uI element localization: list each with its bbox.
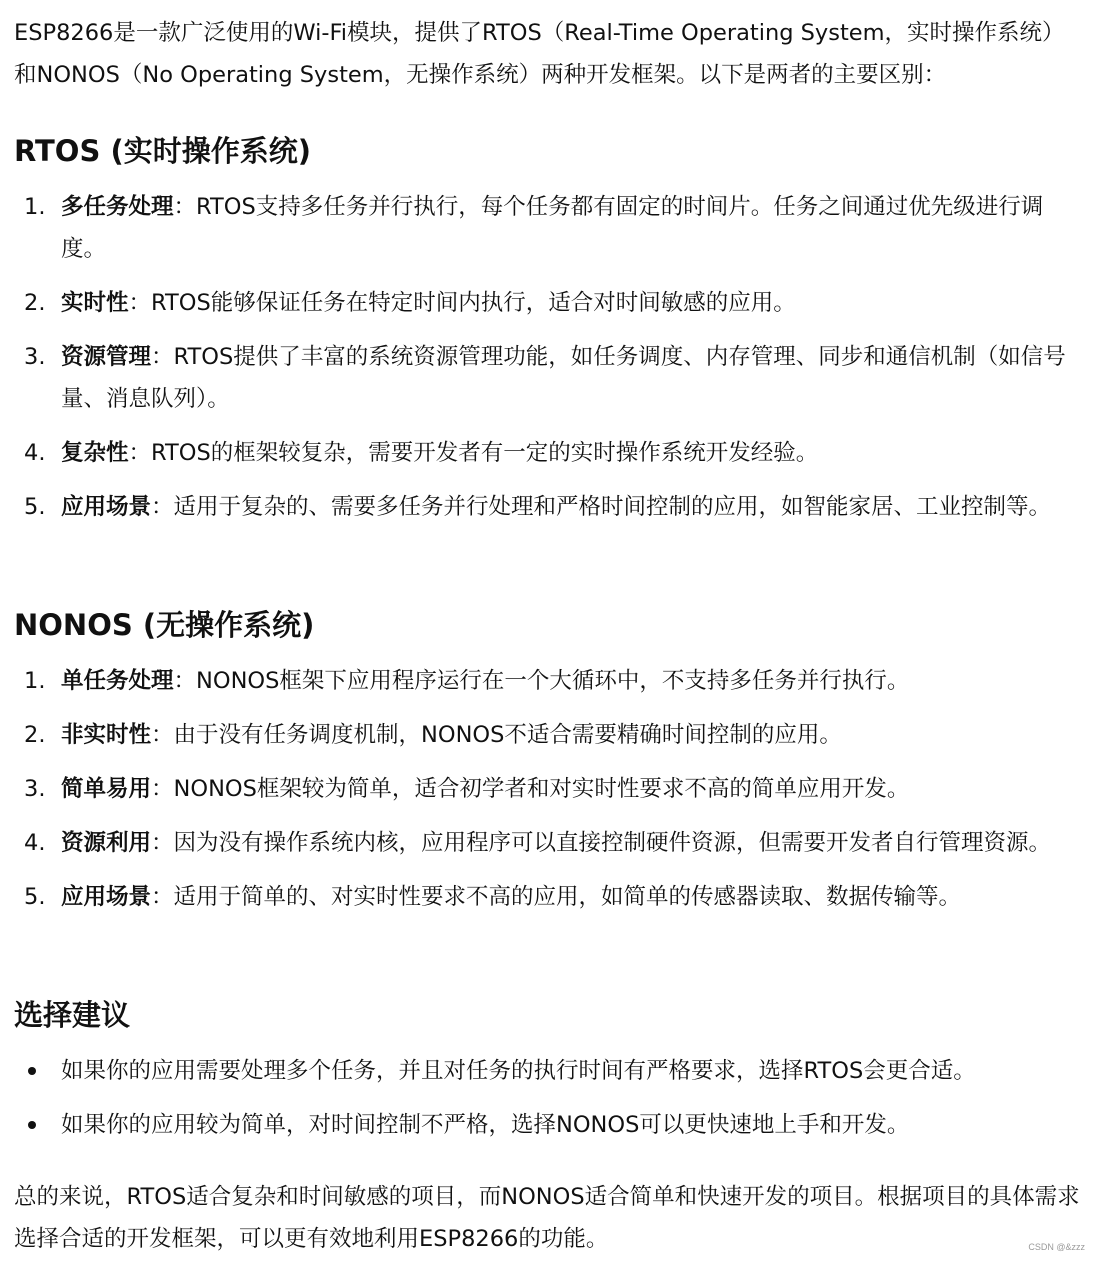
item-term: 实时性	[61, 290, 129, 316]
item-term: 应用场景	[61, 494, 152, 520]
list-item: 1. 单任务处理：NONOS框架下应用程序运行在一个大循环中，不支持多任务并行执行。	[0, 660, 1099, 702]
item-number: 5.	[24, 494, 46, 520]
item-number: 3.	[24, 344, 46, 370]
list-item: 2. 实时性：RTOS能够保证任务在特定时间内执行，适合对时间敏感的应用。	[0, 282, 1099, 324]
bullet-icon	[28, 1067, 36, 1075]
item-description: 适用于简单的、对实时性要求不高的应用，如简单的传感器读取、数据传输等。	[173, 884, 962, 910]
item-term: 多任务处理	[61, 194, 174, 220]
watermark: CSDN @&zzz	[1028, 1242, 1085, 1252]
advice-heading: 选择建议	[14, 998, 131, 1032]
nonos-list	[0, 660, 1099, 930]
intro-paragraph: ESP8266是一款广泛使用的Wi-Fi模块，提供了RTOS（Real-Time Operating System，实时操作系统）和NONOS（No Operating System，无操作系统）两种开发框架。以下是两者的主要区别：	[14, 20, 1065, 88]
item-number: 4.	[24, 830, 46, 856]
advice-list	[0, 1050, 1099, 1158]
item-description: RTOS提供了丰富的系统资源管理功能，如任务调度、内存管理、同步和通信机制（如信号量、消息队列）。	[61, 344, 1066, 412]
item-term: 复杂性	[61, 440, 129, 466]
list-item	[0, 1104, 1099, 1146]
item-description: 如果你的应用较为简单，对时间控制不严格，选择NONOS可以更快速地上手和开发。	[61, 1112, 910, 1138]
item-term: 应用场景	[61, 884, 152, 910]
item-description: 因为没有操作系统内核，应用程序可以直接控制硬件资源，但需要开发者自行管理资源。	[173, 830, 1052, 856]
conclusion-paragraph: 总的来说，RTOS适合复杂和时间敏感的项目，而NONOS适合简单和快速开发的项目。根据项目的具体需求选择合适的开发框架，可以更有效地利用ESP8266的功能。	[14, 1184, 1080, 1252]
item-description: RTOS支持多任务并行执行，每个任务都有固定的时间片。任务之间通过优先级进行调度。	[61, 194, 1044, 262]
list-item: 4. 资源利用：因为没有操作系统内核，应用程序可以直接控制硬件资源，但需要开发者自行管理资源。	[0, 822, 1099, 864]
item-number: 2.	[24, 290, 46, 316]
item-number: 5.	[24, 884, 46, 910]
rtos-heading: RTOS (实时操作系统)	[14, 134, 311, 168]
rtos-list	[0, 186, 1099, 540]
list-item: 4. 复杂性：RTOS的框架较复杂，需要开发者有一定的实时操作系统开发经验。	[0, 432, 1099, 474]
bullet-icon	[28, 1121, 36, 1129]
item-number: 1.	[24, 668, 46, 694]
item-description: 适用于复杂的、需要多任务并行处理和严格时间控制的应用，如智能家居、工业控制等。	[173, 494, 1052, 520]
item-term: 资源利用	[61, 830, 152, 856]
list-item: 5. 应用场景：适用于简单的、对实时性要求不高的应用，如简单的传感器读取、数据传输等。	[0, 876, 1099, 918]
item-term: 单任务处理	[61, 668, 174, 694]
list-item: 3. 简单易用：NONOS框架较为简单，适合初学者和对实时性要求不高的简单应用开发。	[0, 768, 1099, 810]
item-term: 资源管理	[61, 344, 152, 370]
item-number: 3.	[24, 776, 46, 802]
item-description: 如果你的应用需要处理多个任务，并且对任务的执行时间有严格要求，选择RTOS会更合适。	[61, 1058, 976, 1084]
list-item: 1. 多任务处理：RTOS支持多任务并行执行，每个任务都有固定的时间片。任务之间通过优先级进行调度。	[0, 186, 1099, 270]
item-description: NONOS框架下应用程序运行在一个大循环中，不支持多任务并行执行。	[196, 668, 910, 694]
item-description: RTOS的框架较复杂，需要开发者有一定的实时操作系统开发经验。	[151, 440, 819, 466]
item-term: 非实时性	[61, 722, 152, 748]
list-item	[0, 1050, 1099, 1092]
item-number: 1.	[24, 194, 46, 220]
item-description: NONOS框架较为简单，适合初学者和对实时性要求不高的简单应用开发。	[173, 776, 910, 802]
list-item: 5. 应用场景：适用于复杂的、需要多任务并行处理和严格时间控制的应用，如智能家居、工业控制等。	[0, 486, 1099, 528]
item-description: 由于没有任务调度机制，NONOS不适合需要精确时间控制的应用。	[173, 722, 842, 748]
nonos-heading: NONOS (无操作系统)	[14, 608, 315, 642]
list-item: 2. 非实时性：由于没有任务调度机制，NONOS不适合需要精确时间控制的应用。	[0, 714, 1099, 756]
item-description: RTOS能够保证任务在特定时间内执行，适合对时间敏感的应用。	[151, 290, 796, 316]
item-term: 简单易用	[61, 776, 152, 802]
list-item: 3. 资源管理：RTOS提供了丰富的系统资源管理功能，如任务调度、内存管理、同步和通信机制（如信号量、消息队列）。	[0, 336, 1099, 420]
item-number: 2.	[24, 722, 46, 748]
item-number: 4.	[24, 440, 46, 466]
